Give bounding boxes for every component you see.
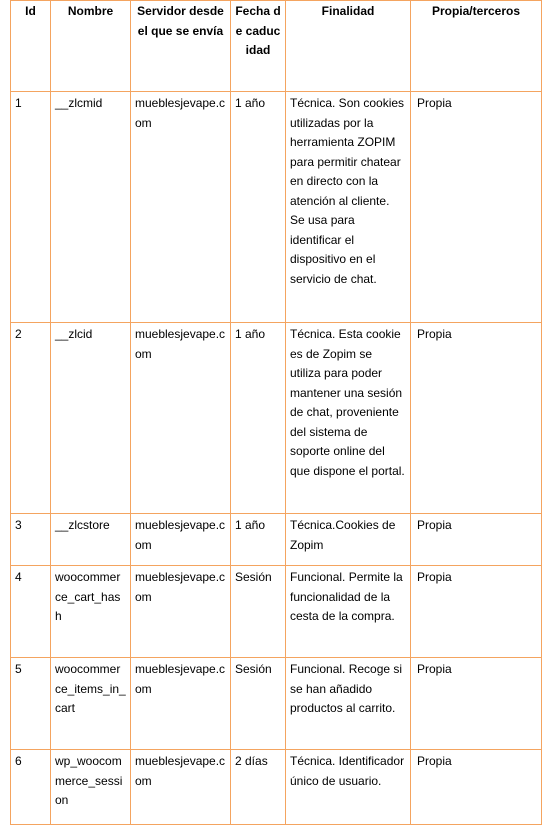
cell-id: 2 — [11, 323, 51, 514]
table-row — [11, 566, 542, 658]
cell-finalidad: Técnica. Son cookies utilizadas por la herramienta ZOPIM para permitir chatear en directo con la atención al cliente. Se usa para identificar el dispositivo en el servicio de chat. — [286, 92, 411, 323]
header-nombre: Nombre — [51, 1, 131, 92]
cell-id: 5 — [11, 658, 51, 750]
cell-nombre: wp_woocommerce_session — [51, 750, 131, 825]
cell-fecha: 1 año — [231, 323, 286, 514]
cell-fecha: 1 año — [231, 514, 286, 566]
header-row — [11, 1, 542, 92]
cell-id: 3 — [11, 514, 51, 566]
cell-nombre: woocommerce_items_in_cart — [51, 658, 131, 750]
table-row — [11, 323, 542, 514]
cell-finalidad: Técnica. Esta cookie es de Zopim se utiliza para poder mantener una sesión de chat, proveniente del sistema de soporte online del que dispone el portal. — [286, 323, 411, 514]
cell-propia: Propia — [411, 566, 542, 658]
cell-nombre: woocommerce_cart_hash — [51, 566, 131, 658]
cell-servidor: mueblesjevape.com — [131, 658, 231, 750]
cell-servidor: mueblesjevape.com — [131, 566, 231, 658]
header-id: Id — [11, 1, 51, 92]
cell-id: 1 — [11, 92, 51, 323]
cell-propia: Propia — [411, 514, 542, 566]
cell-finalidad: Técnica. Identificador único de usuario. — [286, 750, 411, 825]
cell-finalidad: Funcional. Permite la funcionalidad de la cesta de la compra. — [286, 566, 411, 658]
cell-fecha: 2 días — [231, 750, 286, 825]
cell-nombre: __zlcmid — [51, 92, 131, 323]
cell-propia: Propia — [411, 658, 542, 750]
table-row — [11, 658, 542, 750]
cookies-table — [10, 0, 542, 825]
table-row — [11, 514, 542, 566]
cell-servidor: mueblesjevape.com — [131, 750, 231, 825]
header-fecha: Fecha de caducidad — [231, 1, 286, 92]
table-row — [11, 750, 542, 825]
cell-nombre: __zlcid — [51, 323, 131, 514]
cell-fecha: 1 año — [231, 92, 286, 323]
cell-id: 4 — [11, 566, 51, 658]
header-finalidad: Finalidad — [286, 1, 411, 92]
cell-servidor: mueblesjevape.com — [131, 514, 231, 566]
cell-servidor: mueblesjevape.com — [131, 323, 231, 514]
cell-fecha: Sesión — [231, 566, 286, 658]
cell-propia: Propia — [411, 323, 542, 514]
cell-nombre: __zlcstore — [51, 514, 131, 566]
cell-finalidad: Técnica.Cookies de Zopim — [286, 514, 411, 566]
cell-servidor: mueblesjevape.com — [131, 92, 231, 323]
cell-fecha: Sesión — [231, 658, 286, 750]
cell-propia: Propia — [411, 750, 542, 825]
cookies-table-container — [10, 0, 542, 825]
cell-finalidad: Funcional. Recoge si se han añadido productos al carrito. — [286, 658, 411, 750]
cell-propia: Propia — [411, 92, 542, 323]
header-propia: Propia/terceros — [411, 1, 542, 92]
header-servidor: Servidor desde el que se envía — [131, 1, 231, 92]
cell-id: 6 — [11, 750, 51, 825]
table-row — [11, 92, 542, 323]
